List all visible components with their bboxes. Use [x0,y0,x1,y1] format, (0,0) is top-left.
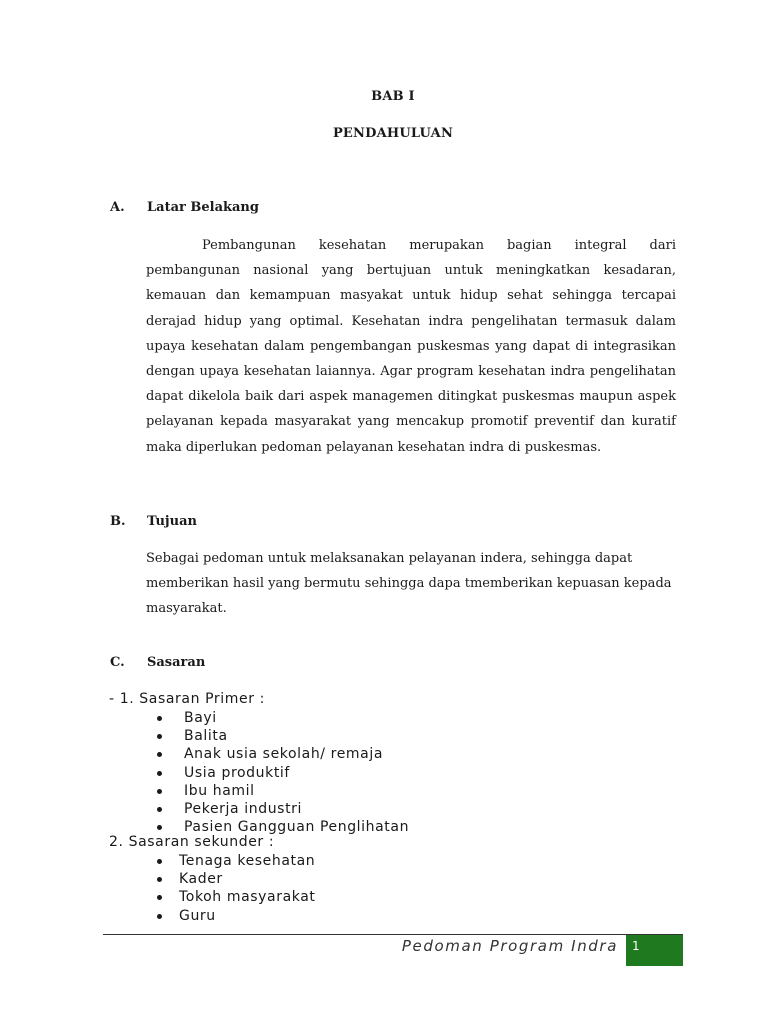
section-b-letter: B. [110,514,126,529]
page-number-badge: 1 [626,935,683,966]
section-b-heading [110,514,197,529]
list-item-text: Kader [179,871,223,888]
list-item [157,745,409,763]
section-c-heading [110,655,205,670]
bullet-icon [157,752,162,757]
chapter-title: PENDAHULUAN [332,126,454,141]
list-item [157,907,315,925]
footer-title: Pedoman Program Indra [401,937,618,955]
section-a-heading [110,200,259,215]
chapter-label: BAB I [371,89,415,104]
section-c-letter: C. [110,655,125,670]
list-item [157,764,409,782]
bullet-icon [157,895,162,900]
list-item-text: Ibu hamil [184,782,255,799]
list-item-text: Anak usia sekolah/ remaja [184,746,384,763]
list-item-text: Balita [184,728,228,745]
list-item [157,800,409,818]
section-a-paragraph-text: Pembangunan kesehatan merupakan bagian integral dari pembangunan nasional yang bertujuan untuk meningkatkan kesadaran, kemauan dan kemampuan masyakat untuk hidup sehat sehingga tercapai derajad hidup yang optimal. Kesehatan indra pengelihatan termasuk dalam upaya kesehatan dalam pengembangan puskesmas yang dapat di integrasikan dengan upaya kesehatan laiannya. Agar program kesehatan indra pengelihatan dapat dikelola baik dari aspek managemen ditingkat puskesmas maupun aspek pelayanan kepada masyarakat yang mencakup promotif preventif dan kuratif maka diperlukan pedoman pelayanan kesehatan indra di puskesmas. [146,238,676,455]
secondary-target-list [157,852,315,925]
bullet-icon [157,859,162,864]
bullet-icon [157,825,162,830]
bullet-icon [157,877,162,882]
bullet-icon [157,807,162,812]
bullet-icon [157,771,162,776]
section-c-title: Sasaran [147,655,206,670]
primary-target-label: - 1. Sasaran Primer : [109,691,265,707]
list-item [157,782,409,800]
list-item [157,709,409,727]
secondary-target-label: 2. Sasaran sekunder : [109,834,275,850]
section-a-title: Latar Belakang [147,200,259,215]
primary-target-list [157,709,409,836]
list-item-text: Pasien Gangguan Penglihatan [184,819,410,836]
list-item-text: Tenaga kesehatan [179,853,316,869]
list-item-text: Tokoh masyarakat [179,889,316,906]
list-item-text: Pekerja industri [184,800,303,817]
list-item [157,870,315,888]
section-a-letter: A. [110,200,125,215]
list-item [157,727,409,745]
list-item [157,888,315,906]
list-item-text: Bayi [184,710,217,726]
list-item-text: Guru [179,907,216,924]
section-a-paragraph [146,233,676,460]
bullet-icon [157,734,162,739]
bullet-icon [157,789,162,794]
section-b-paragraph: Sebagai pedoman untuk melaksanakan pelayanan indera, sehingga dapat memberikan hasil yang bermutu sehingga dapa tmemberikan kepuasan kepada masyarakat. [146,551,672,616]
bullet-icon [157,914,162,919]
bullet-icon [157,716,162,721]
list-item-text: Usia produktif [184,764,290,781]
list-item [157,852,315,870]
section-b-title: Tujuan [147,514,197,529]
footer-divider [103,934,683,935]
